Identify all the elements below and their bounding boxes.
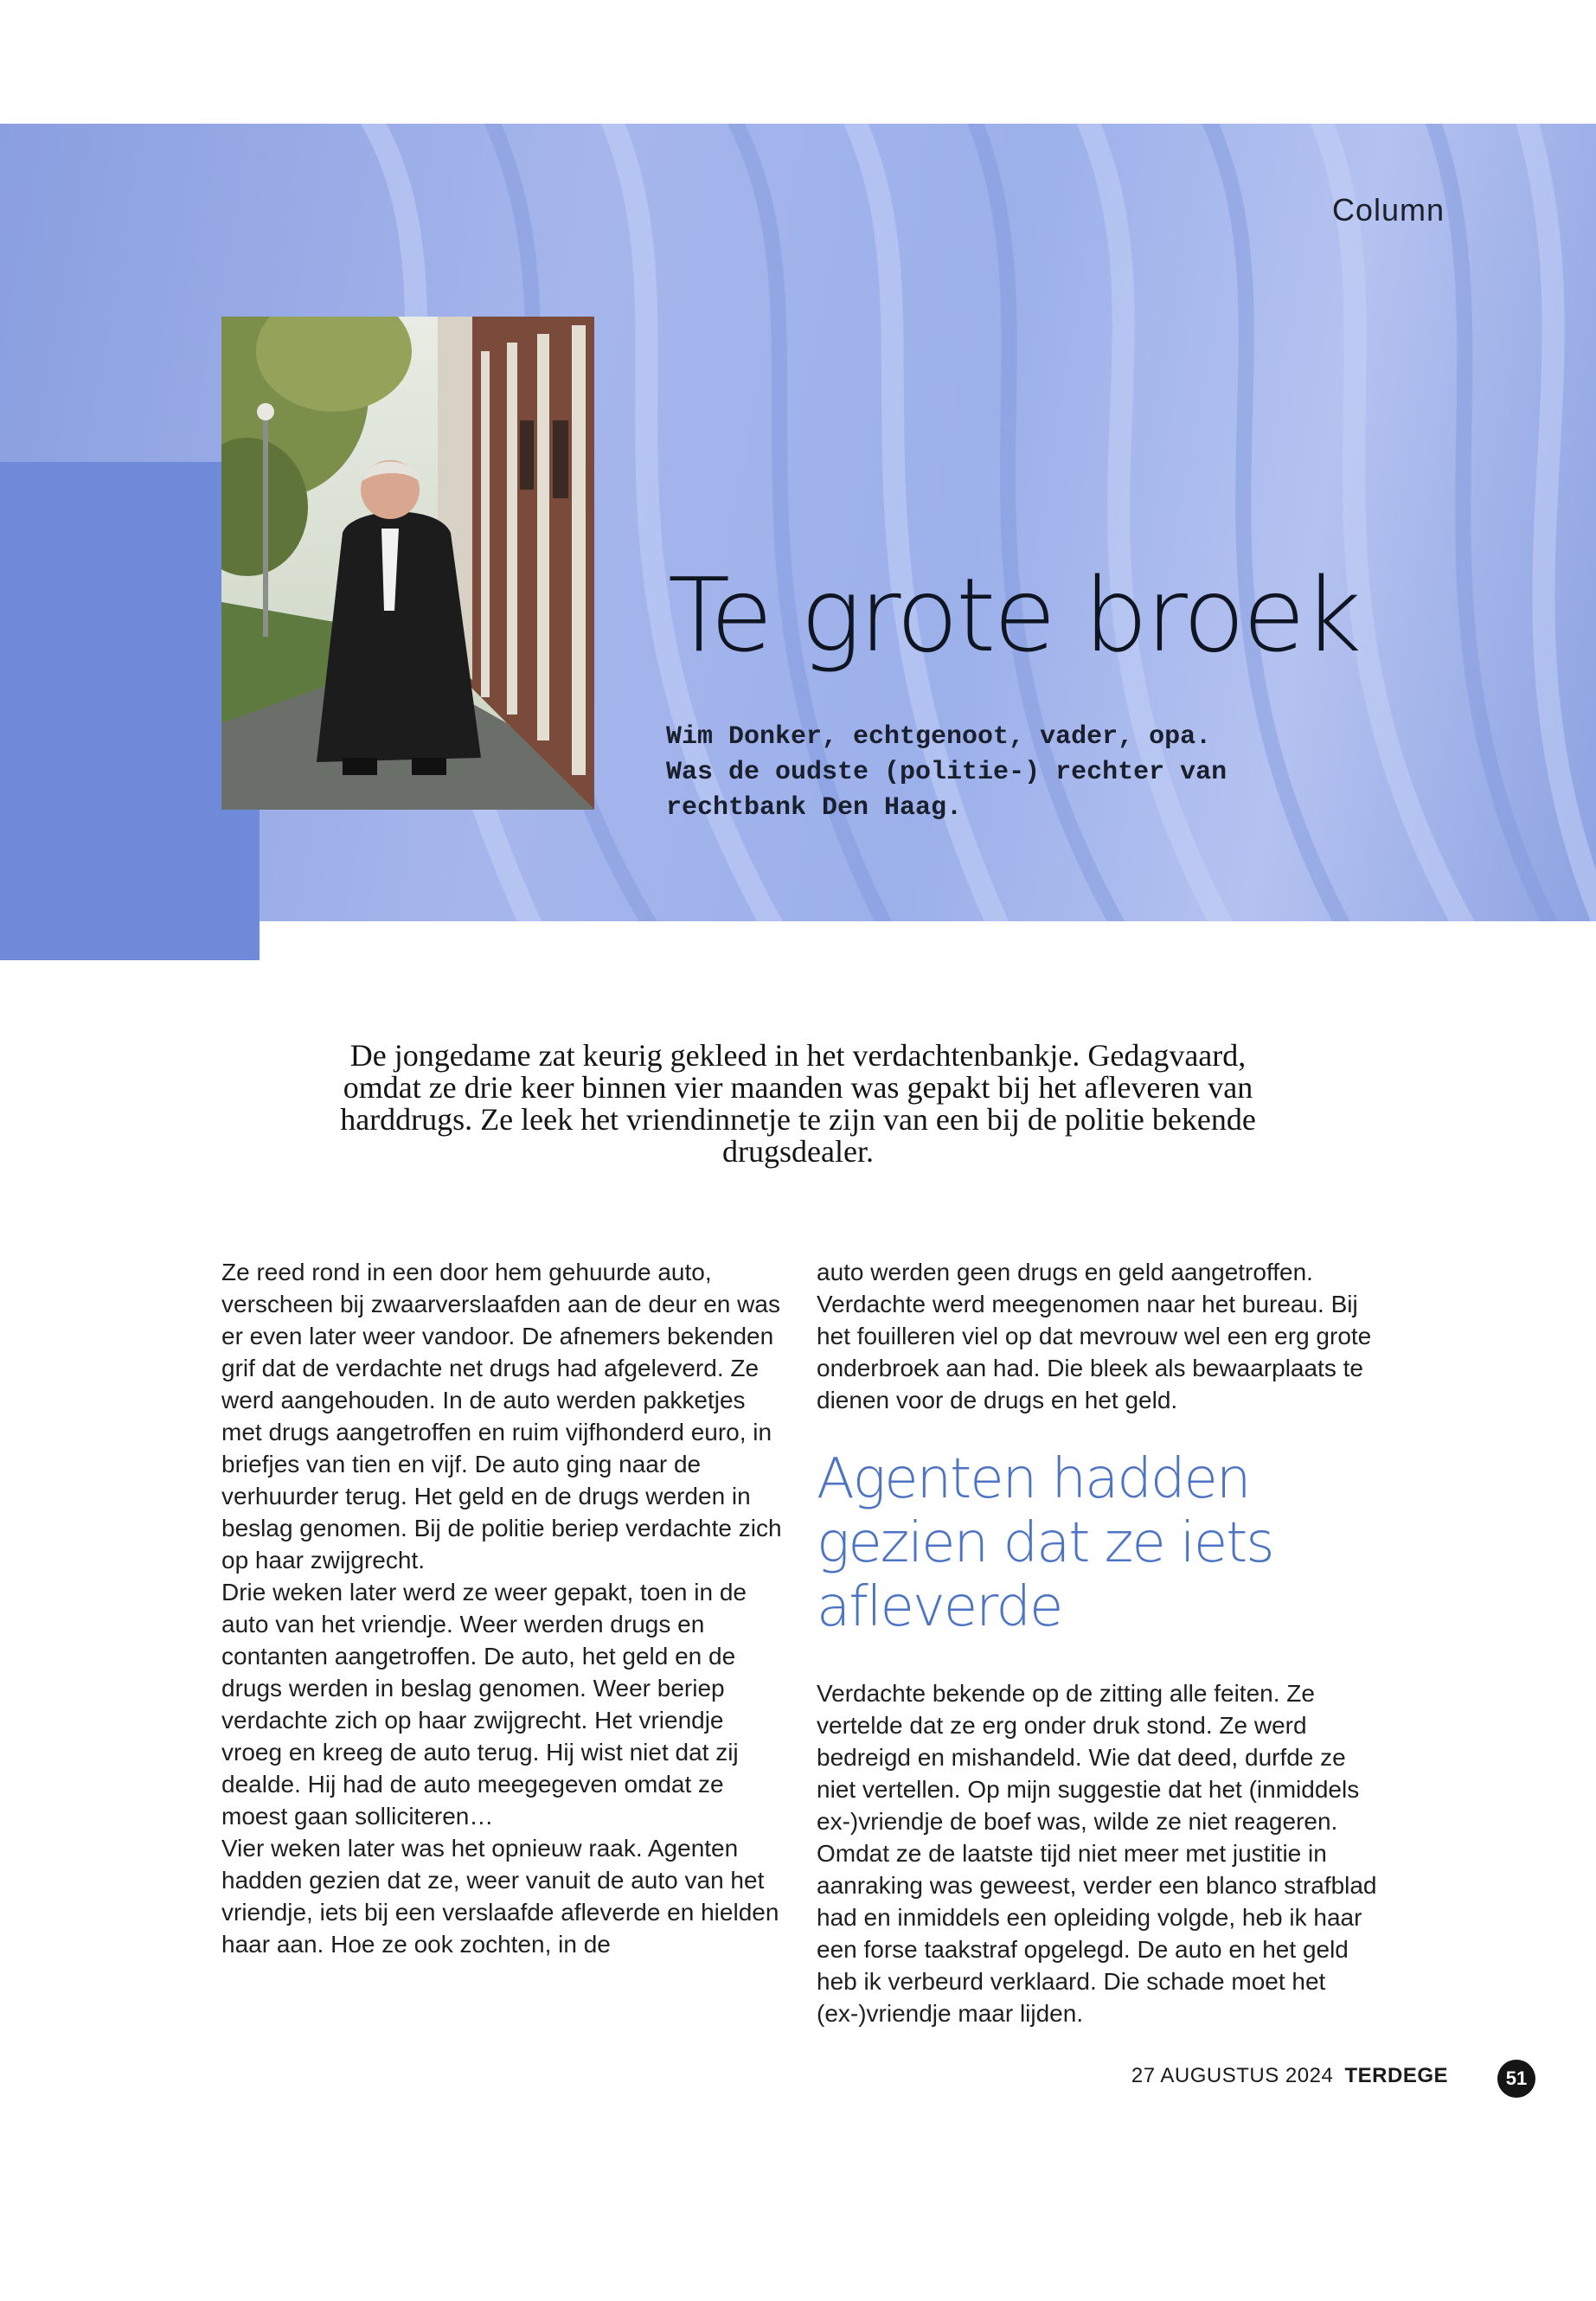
pull-quote-subhead: Agenten hadden gezien dat ze iets afleverde [817, 1447, 1273, 1639]
issue-date: 27 AUGUSTUS 2024 [1131, 2064, 1334, 2087]
article-title: Te grote broek [668, 555, 1360, 675]
page-number-badge: 51 [1497, 2060, 1535, 2098]
author-byline: Wim Donker, echtgenoot, vader, opa. Was de oudste (politie-) rechter van rechtbank Den Haag. [666, 722, 1227, 823]
author-photo [221, 317, 594, 810]
body-paragraph: Verdachte bekende op de zitting alle feiten. Ze vertelde dat ze erg onder druk stond. Ze werd bedreigd en mishandeld. Wie dat deed, durfde ze niet vertellen. Op mijn suggestie dat het (inmiddels ex-)vriendje de boef was, wilde ze niet reageren. Omdat ze de laatste tijd niet meer met justitie in aanraking was geweest, verder een blanco strafblad had en inmiddels een opleiding volgde, heb ik haar een forse taakstraf opgelegd. De auto en het geld heb ik verbeurd verklaard. Die schade moet het (ex-)vriendje maar lijden. [817, 1680, 1377, 2027]
body-paragraph: auto werden geen drugs en geld aangetroffen. Verdachte werd meegenomen naar het bureau. Bij het fouilleren viel op dat mevrouw wel een erg grote onderbroek aan had. Die bleek als bewaarplaats te dienen voor de drugs en het geld. [817, 1259, 1372, 1413]
portrait-icon [221, 317, 594, 810]
page-footer [1131, 2064, 1448, 2088]
accent-block [0, 462, 260, 960]
body-column-right [817, 1256, 1379, 2029]
body-column-left [221, 1256, 784, 1960]
body-paragraph: Drie weken later werd ze weer gepakt, toen in de auto van het vriendje. Weer werden drugs en contanten aangetroffen. De auto, het geld en de drugs werden in beslag genomen. Weer beriep verdachte zich op haar zwijgrecht. Het vriendje vroeg en kreeg de auto terug. Hij wist niet dat zij dealde. Hij had de auto meegegeven omdat ze moest gaan solliciteren… [221, 1579, 747, 1830]
magazine-brand: TERDEGE [1344, 2064, 1448, 2087]
body-paragraph: Ze reed rond in een door hem gehuurde auto, verscheen bij zwaarverslaafden aan de deur en was er even later weer vandoor. De afnemers bekenden grif dat de verdachte net drugs had afgeleverd. Ze werd aangehouden. In de auto werden pakketjes met drugs aangetroffen en ruim vijfhonderd euro, in briefjes van tien en vijf. De auto ging naar de verhuurder terug. Het geld en de drugs werden in beslag genomen. Bij de politie beriep verdachte zich op haar zwijgrecht. [221, 1259, 782, 1574]
lead-paragraph: De jongedame zat keurig gekleed in het verdachtenbankje. Gedagvaard, omdat ze drie keer binnen vier maanden was gepakt bij het afleveren van harddrugs. Ze leek het vriendinnetje te zijn van een bij de politie bekende drugsdealer. [340, 1038, 1256, 1169]
body-paragraph: Vier weken later was het opnieuw raak. Agenten hadden gezien dat ze, weer vanuit de auto van het vriendje, iets bij een verslaafde afleverde en hielden haar aan. Hoe ze ook zochten, in de [221, 1835, 779, 1958]
section-label: Column [1331, 192, 1445, 228]
